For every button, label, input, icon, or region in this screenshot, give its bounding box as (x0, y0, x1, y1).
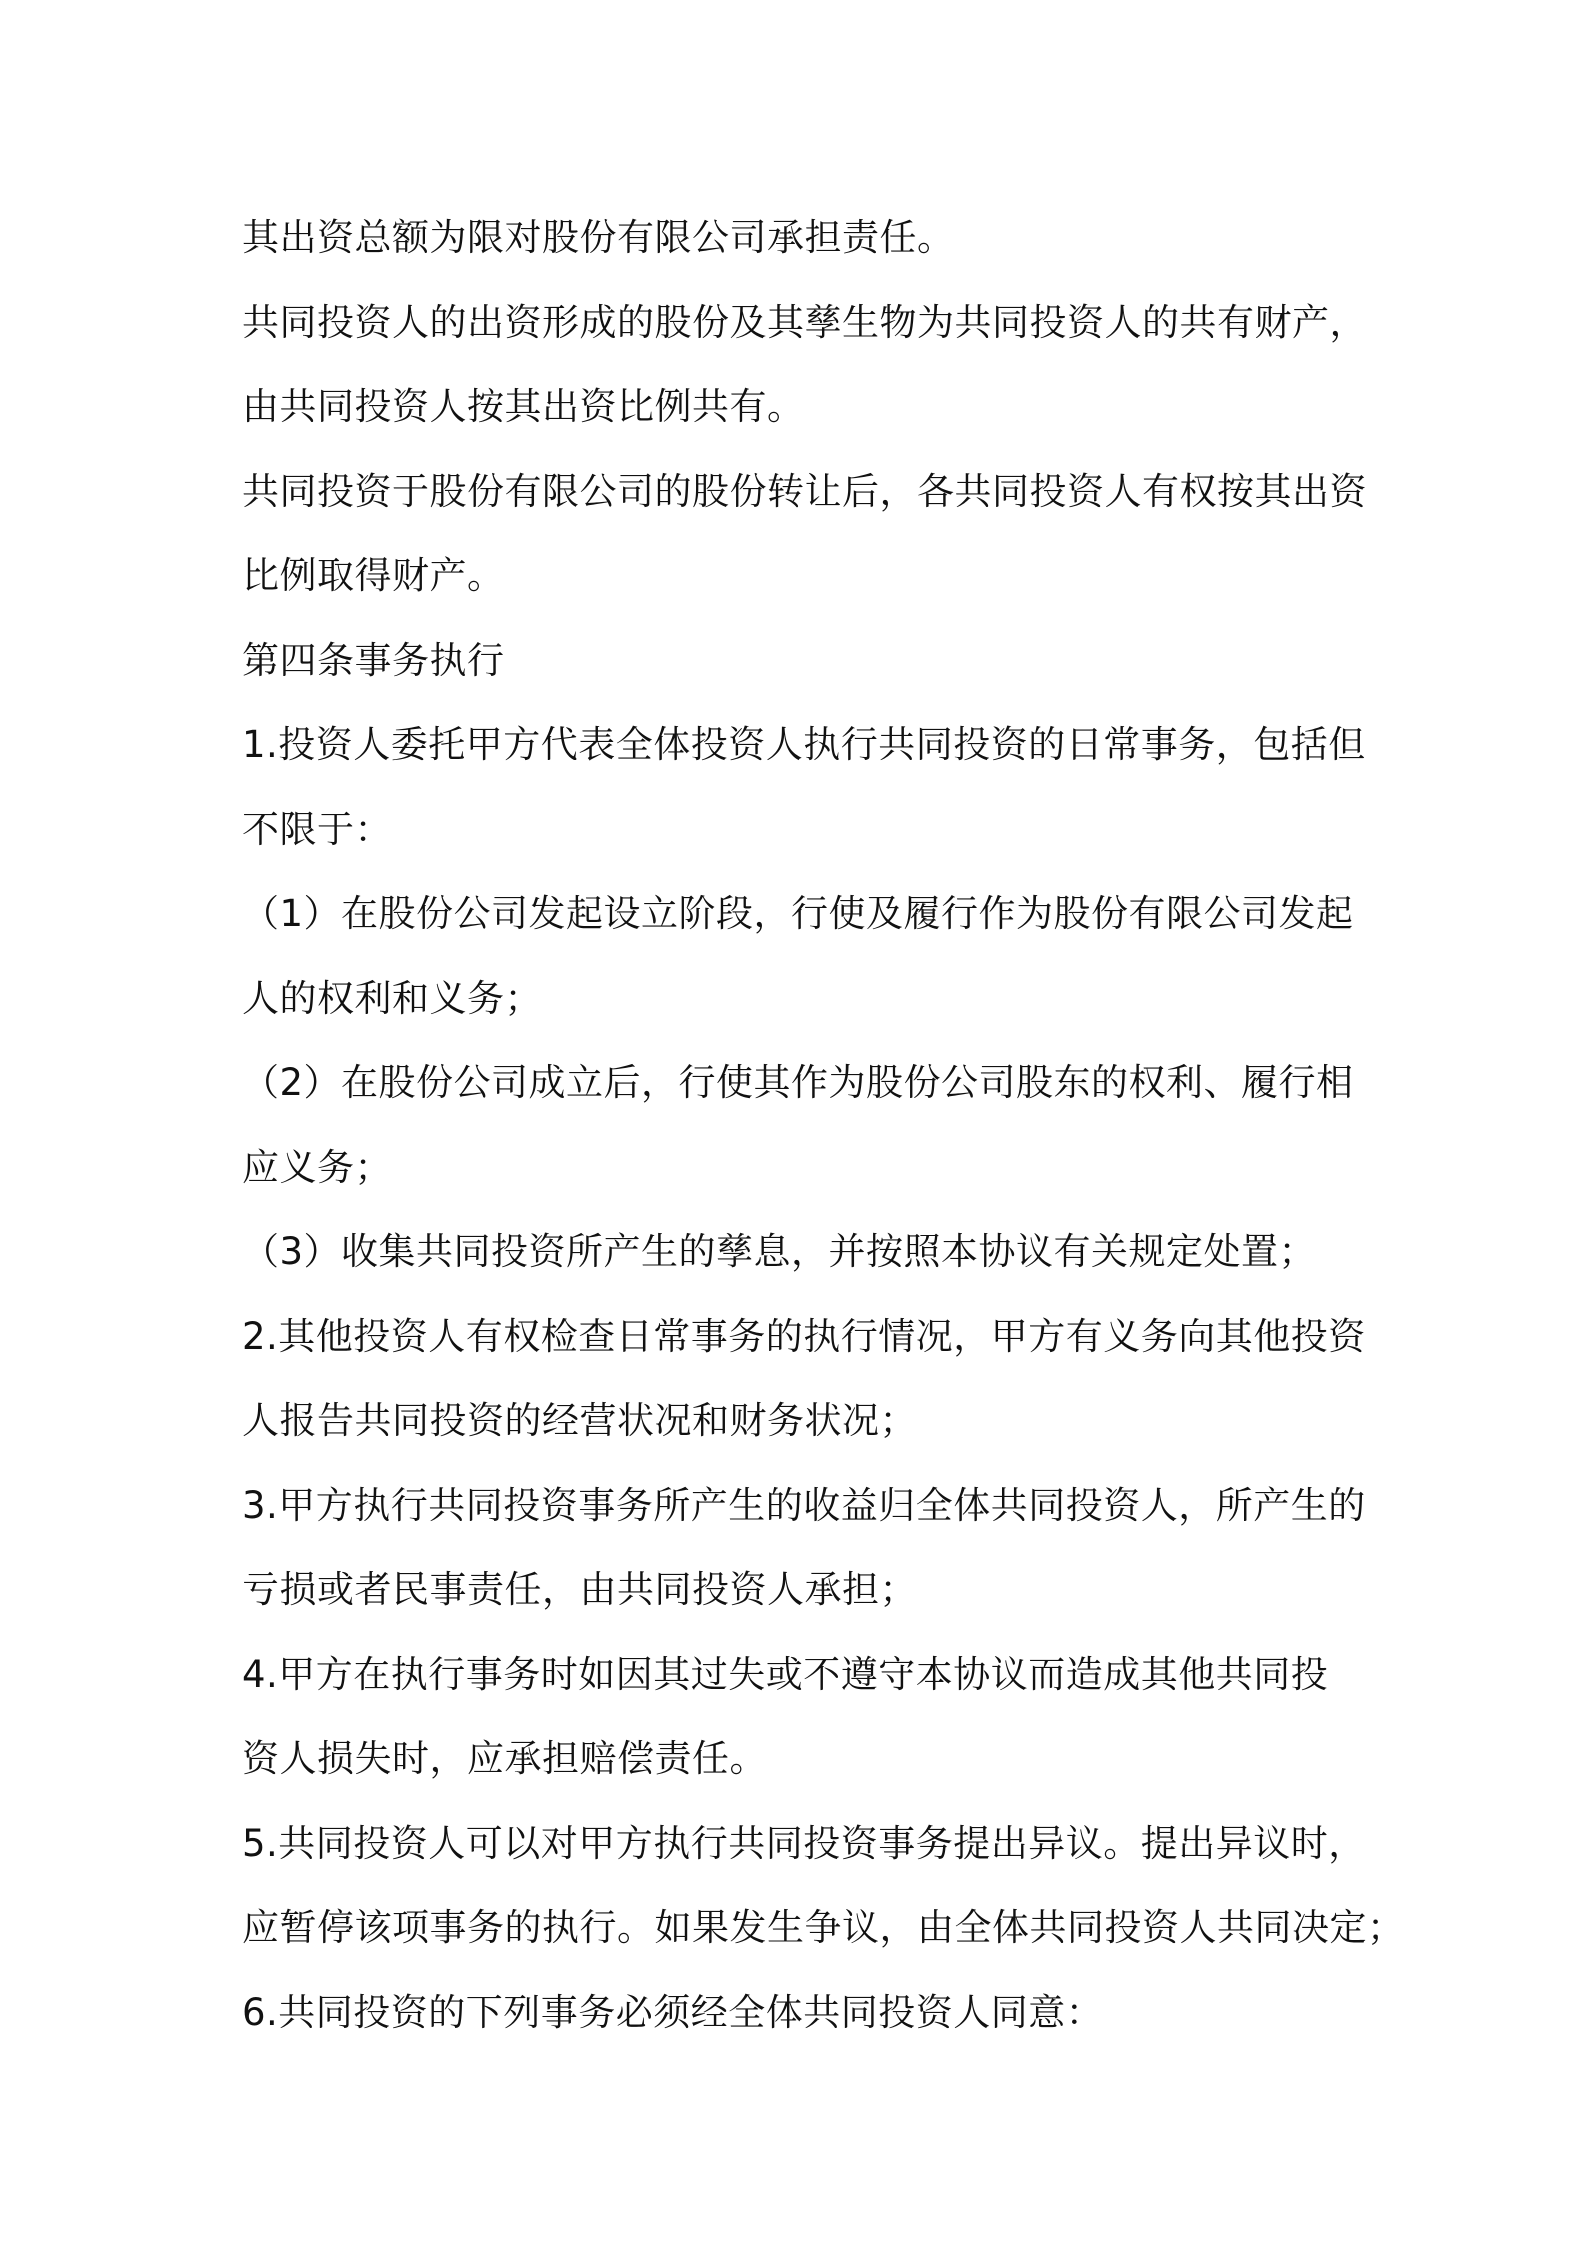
list-item-line: 应义务； (242, 1145, 392, 1189)
paragraph-line: 比例取得财产。 (242, 554, 505, 597)
paragraph-line: 亏损或者民事责任，由共同投资人承担； (242, 1568, 917, 1611)
paragraph-line: 其出资总额为限对股份有限公司承担责任。 (242, 216, 955, 259)
paragraph-line: 资人损失时，应承担赔偿责任。 (242, 1737, 767, 1780)
paragraph-line: 共同投资人的出资形成的股份及其孳生物为共同投资人的共有财产， (242, 300, 1367, 344)
list-item-line: （2）在股份公司成立后，行使其作为股份公司股东的权利、履行相 (242, 1061, 1354, 1104)
paragraph-line: 1.投资人委托甲方代表全体投资人执行共同投资的日常事务，包括但 (242, 723, 1366, 766)
paragraph-line: 6.共同投资的下列事务必须经全体共同投资人同意： (242, 1990, 1104, 2034)
paragraph-line: 不限于： (242, 807, 392, 851)
list-item-line: （3）收集共同投资所产生的孳息，并按照本协议有关规定处置； (242, 1230, 1317, 1273)
paragraph-line: 4.甲方在执行事务时如因其过失或不遵守本协议而造成其他共同投 (242, 1652, 1329, 1696)
list-item-line: （1）在股份公司发起设立阶段，行使及履行作为股份有限公司发起 (242, 892, 1354, 935)
paragraph-line: 2.其他投资人有权检查日常事务的执行情况，甲方有义务向其他投资 (242, 1314, 1366, 1358)
paragraph-line: 人报告共同投资的经营状况和财务状况； (242, 1399, 917, 1442)
paragraph-line: 3.甲方执行共同投资事务所产生的收益归全体共同投资人，所产生的 (242, 1483, 1366, 1527)
paragraph-line: 应暂停该项事务的执行。如果发生争议，由全体共同投资人共同决定； (242, 1906, 1405, 1949)
paragraph-line: 由共同投资人按其出资比例共有。 (242, 385, 805, 428)
document-body (242, 196, 1405, 2055)
paragraph-line: 5.共同投资人可以对甲方执行共同投资事务提出异议。提出异议时， (242, 1821, 1366, 1865)
paragraph-line: 共同投资于股份有限公司的股份转让后，各共同投资人有权按其出资 (242, 469, 1367, 513)
list-item-line: 人的权利和义务； (242, 976, 542, 1020)
section-heading: 第四条事务执行 (242, 638, 505, 682)
